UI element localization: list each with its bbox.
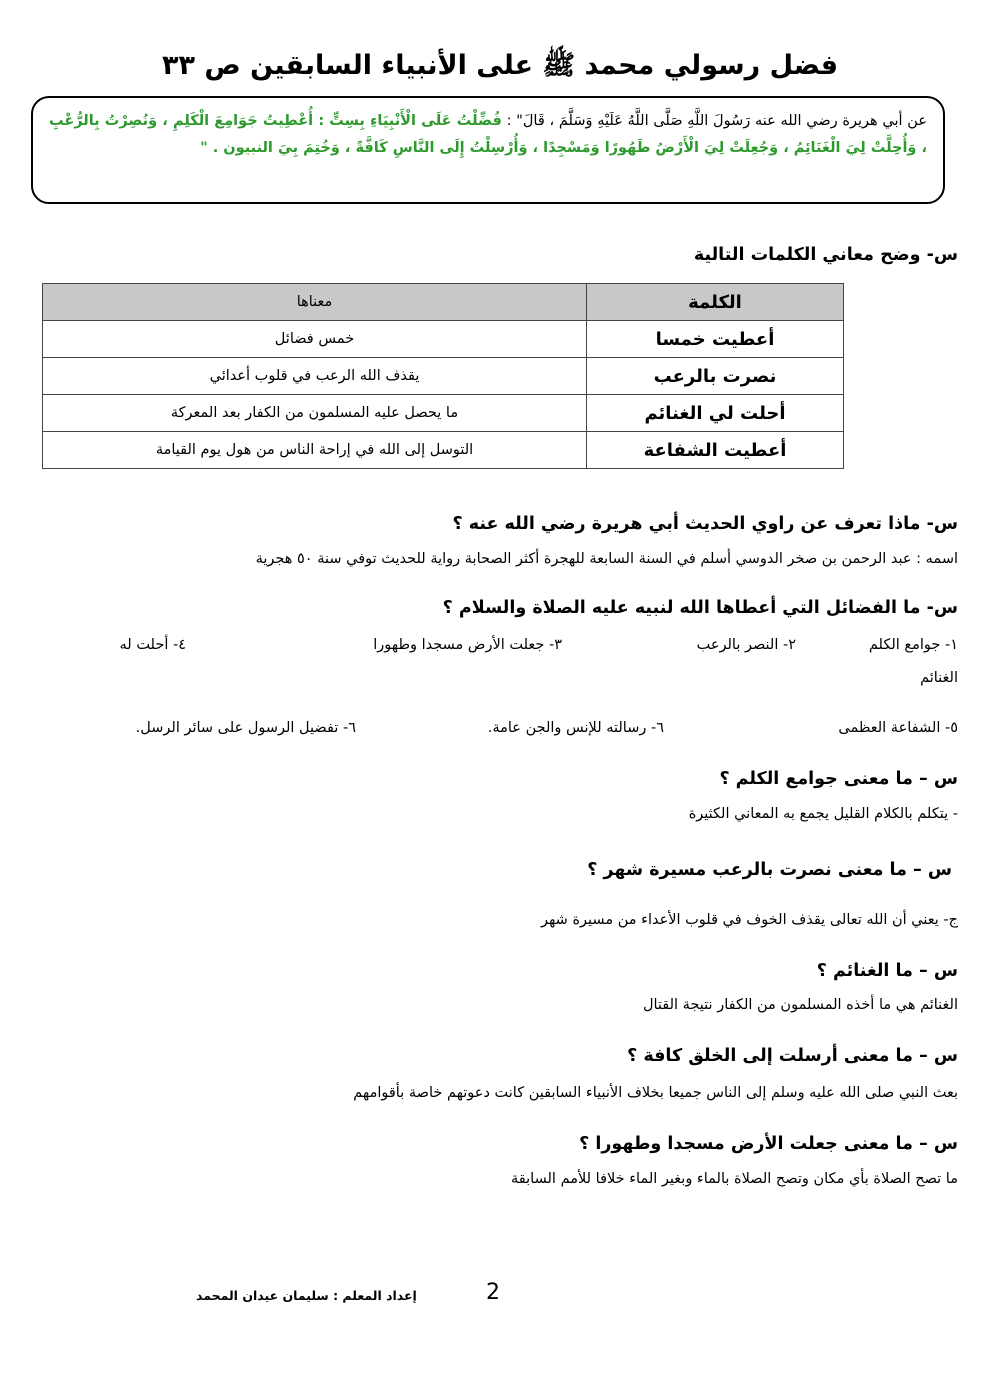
question-masjid: س – ما معنى جعلت الأرض مسجدا وطهورا ؟	[579, 1134, 958, 1154]
hadith-box	[31, 96, 945, 204]
question-kaffa: س – ما معنى أرسلت إلى الخلق كافة ؟	[627, 1046, 958, 1066]
vocab-word: أعطيت الشفاعة	[587, 432, 844, 469]
page-number: 2	[486, 1280, 500, 1305]
question-jawami: س – ما معنى جوامع الكلم ؟	[719, 769, 958, 789]
vocab-question: س- وضح معاني الكلمات التالية	[693, 245, 958, 265]
question-ghanaim: س – ما الغنائم ؟	[816, 961, 958, 981]
table-row	[43, 321, 844, 358]
answer-kaffa: بعث النبي صلى الله عليه وسلم إلى الناس جميعا بخلاف الأنبياء السابقين كانت دعوتهم خاصة بأقوامهم	[353, 1085, 958, 1101]
virtue-4-cont: الغنائم	[920, 670, 958, 686]
virtue-1: ١- جوامع الكلم	[868, 637, 958, 653]
vocab-word: أعطيت خمسا	[587, 321, 844, 358]
virtue-6: ٦- رسالته للإنس والجن عامة.	[487, 720, 664, 736]
header-meaning: معناها	[43, 284, 587, 321]
vocab-word: نصرت بالرعب	[587, 358, 844, 395]
virtue-7: ٦- تفضيل الرسول على سائر الرسل.	[135, 720, 356, 736]
vocab-meaning: ما يحصل عليه المسلمون من الكفار بعد المعركة	[43, 395, 587, 432]
answer-masjid: ما تصح الصلاة بأي مكان وتصح الصلاة بالماء وبغير الماء خلافا للأمم السابقة	[511, 1171, 958, 1187]
answer-rub: ج- يعني أن الله تعالى يقذف الخوف في قلوب الأعداء من مسيرة شهر	[541, 912, 958, 928]
vocab-meaning: يقذف الله الرعب في قلوب أعدائي	[43, 358, 587, 395]
table-header-row	[43, 284, 844, 321]
answer-narrator: اسمه : عبد الرحمن بن صخر الدوسي أسلم في السنة السابعة للهجرة أكثر الصحابة رواية للحديث توفي سنة ٥٠ هجرية	[255, 551, 958, 567]
question-rub: س – ما معنى نصرت بالرعب مسيرة شهر ؟	[587, 860, 952, 880]
virtue-4: ٤- أحلت له	[119, 637, 186, 653]
question-virtues: س- ما الفضائل التي أعطاها الله لنبيه عليه الصلاة والسلام ؟	[442, 598, 958, 618]
hadith-intro: عن أبي هريرة رضي الله عنه رَسُولَ اللَّهِ صَلَّى اللَّهُ عَلَيْهِ وَسَلَّمَ ، قَالَ" :	[506, 113, 927, 129]
virtue-3: ٣- جعلت الأرض مسجدا وطهورا	[373, 637, 562, 653]
virtue-2: ٢- النصر بالرعب	[696, 637, 796, 653]
vocab-meaning: خمس فضائل	[43, 321, 587, 358]
virtue-5: ٥- الشفاعة العظمى	[838, 720, 958, 736]
answer-jawami: - يتكلم بالكلام القليل يجمع به المعاني الكثيرة	[688, 806, 958, 822]
table-row	[43, 432, 844, 469]
hadith-text: فُضِّلْتُ عَلَى الْأَنْبِيَاءِ بِسِتٍّ : أُعْطِيتُ جَوَامِعَ الْكَلِمِ ، وَنُصِرْتُ بِالرُّعْبِ ، وَأُحِلَّتْ لِيَ الْغَنَائِمُ ، وَجُعِلَتْ لِيَ الْأَرْضُ طَهُورًا وَمَسْجِدًا ، وَأُرْسِلْتُ إِلَى النَّاسِ كَافَّةً ، وَخُتِمَ بِيَ النبيون . "	[49, 113, 927, 156]
footer-author: إعداد المعلم : سليمان عيدان المحمد	[196, 1288, 417, 1303]
table-row	[43, 358, 844, 395]
vocab-table	[42, 283, 844, 469]
question-narrator: س- ماذا تعرف عن راوي الحديث أبي هريرة رضي الله عنه ؟	[452, 514, 958, 534]
answer-ghanaim: الغنائم هي ما أخذه المسلمون من الكفار نتيجة القتال	[642, 997, 958, 1013]
vocab-word: أحلت لي الغنائم	[587, 395, 844, 432]
vocab-meaning: التوسل إلى الله في إراحة الناس من هول يوم القيامة	[43, 432, 587, 469]
header-word: الكلمة	[587, 284, 844, 321]
table-row	[43, 395, 844, 432]
page-title: فضل رسولي محمد ﷺ على الأنبياء السابقين ص ٣٣	[162, 50, 838, 81]
